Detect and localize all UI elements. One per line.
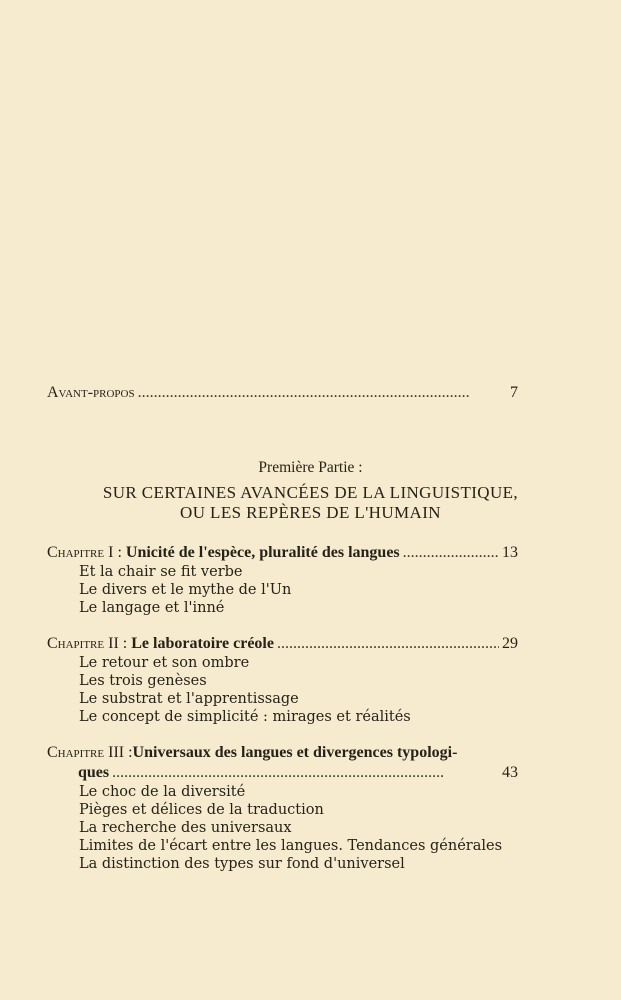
dot-leader	[403, 543, 499, 563]
dot-leader	[138, 383, 501, 403]
toc-entry-chapter-1	[47, 543, 518, 563]
section-item: Le substrat et l'apprentissage	[79, 691, 299, 707]
section-item: Pièges et délices de la traduction	[79, 802, 324, 818]
section-item: Et la chair se fit verbe	[79, 564, 243, 580]
chapter-2-title: Le laboratoire créole	[131, 635, 274, 652]
chapter-2-prefix: Chapitre II :	[47, 635, 132, 652]
toc-entry-avant-propos	[47, 383, 518, 403]
toc-entry-chapter-3-cont	[47, 763, 518, 783]
part-label: Première Partie :	[258, 459, 363, 476]
chapter-3-title: Universaux des langues et divergences typologi-	[132, 744, 458, 761]
section-item: La distinction des types sur fond d'universel	[79, 856, 405, 872]
section-item: Le concept de simplicité : mirages et réalités	[79, 709, 411, 725]
section-item: La recherche des universaux	[79, 820, 292, 836]
section-item: Le langage et l'inné	[79, 600, 225, 616]
chapter-1-prefix: Chapitre I :	[47, 544, 126, 561]
toc-entry-chapter-2	[47, 634, 518, 654]
chapter-3-prefix: Chapitre III :	[47, 744, 133, 761]
chapter-1-title: Unicité de l'espèce, pluralité des langues	[125, 544, 400, 561]
toc-entry-chapter-3	[47, 743, 518, 763]
part-title-line2: OU LES REPÈRES DE L'HUMAIN	[180, 503, 441, 522]
chapter-3-title-cont: ques	[78, 764, 110, 781]
section-item: Le choc de la diversité	[79, 784, 246, 800]
chapter-3-page: 43	[502, 764, 518, 781]
dot-leader	[277, 634, 499, 654]
section-item: Le divers et le mythe de l'Un	[79, 582, 292, 598]
chapter-2-page: 29	[502, 635, 518, 652]
section-item: Limites de l'écart entre les langues. Tendances générales	[79, 838, 503, 854]
dot-leader	[112, 763, 499, 783]
avant-propos-label: Avant-propos	[47, 384, 135, 401]
chapter-1-page: 13	[502, 544, 518, 561]
section-item: Le retour et son ombre	[79, 655, 250, 671]
part-title-line1: SUR CERTAINES AVANCÉES DE LA LINGUISTIQUE,	[102, 483, 519, 502]
avant-propos-page: 7	[510, 384, 518, 401]
section-item: Les trois genèses	[79, 673, 207, 689]
